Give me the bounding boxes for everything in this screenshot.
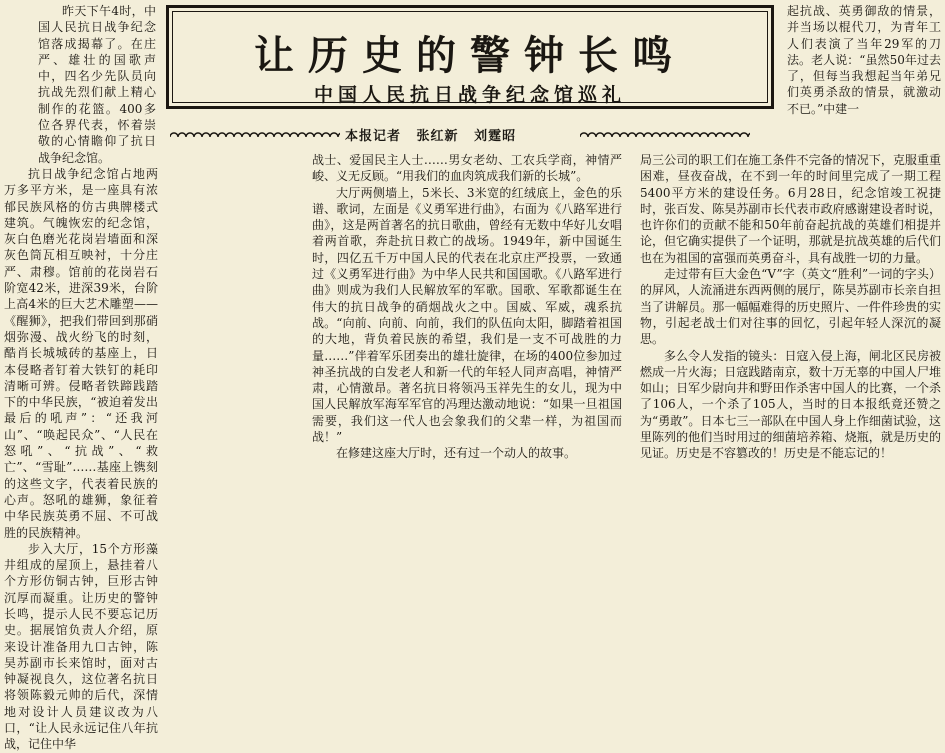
article-column-right	[787, 3, 941, 117]
article-column-mid-right	[640, 152, 941, 462]
body-paragraph: 战士、爱国民主人士……男女老幼、工农兵学商，神情严峻、义无反顾。“用我们的血肉筑成我们新的长城”。	[312, 153, 622, 184]
body-paragraph: 大厅两侧墙上，5米长、3米宽的红绒底上，金色的乐谱、歌词，左面是《义勇军进行曲》，右面为《八路军进行曲》，这是两首著名的抗日歌曲，曾经有无数中华好儿女唱着两首歌，奔赴抗日救亡的战场。1949年，新中国诞生时，四亿五千万中国人民的代表在北京庄严投票，一致通过《义勇军进行曲》为中华人民共和国国歌。《八路军进行曲》则成为我们人民解放军的军歌。国歌、军歌都诞生在伟大的抗日战争的硝烟战火之中。国威、军威，魂系抗战。“向前、向前、向前，我们的队伍向太阳，脚踏着祖国的大地，背负着民族的希望，我们是一支不可战胜的力量……”伴着军乐团奏出的雄壮旋律，在场的400位参加过神圣抗战的白发老人和新一代的年轻人同声高唱，神情严肃，心情激昂。著名抗日将领冯玉祥先生的女儿，现为中国人民解放军海军军官的冯理达激动地说：“如果一旦祖国需要，我们这一代人也会象我们的父辈一样，为祖国而战！”	[312, 185, 622, 445]
decorative-wave-right	[580, 129, 750, 137]
article-column-mid	[312, 152, 622, 462]
decorative-wave-left	[170, 129, 340, 137]
body-paragraph: 多么令人发指的镜头：日寇入侵上海，闸北区民房被燃成一片火海；日寇践踏南京，数十万无辜的中国人尸堆如山；日军少尉向井和野田作杀害中国人的比赛，一个杀了106人，一个杀了105人，当时的日本报纸竟还赞之为“勇敢”。日本七三一部队在中国人身上作细菌试验，这里陈列的他们当时用过的细菌培养箱、烧瓶，就是历史的见证。历史是不容篡改的！历史是不能忘记的！	[640, 348, 941, 461]
body-paragraph: 步入大厅，15个方形藻井组成的屋顶上，悬挂着八个方形仿铜古钟，巨形古钟沉厚而凝重。让历史的警钟长鸣，提示人民不要忘记历史。据展馆负责人介绍，原来设计准备用九口古钟，陈昊苏副市长来馆时，面对古钟凝视良久，这位著名抗日将领陈毅元帅的后代，深情地对设计人员建议改为八口，“让人民永远记住八年抗战，记住中华	[4, 541, 158, 752]
byline	[345, 125, 526, 144]
headline-subtitle: 中国人民抗日战争纪念馆巡礼	[313, 84, 626, 106]
headline-title: 让历史的警钟长鸣	[254, 32, 686, 79]
article-column-left	[4, 3, 158, 753]
reporter-label: 本报记者	[345, 129, 402, 144]
body-paragraph: 走过带有巨大金色“V”字（英文“胜利”一词的字头）的屏风，人流涌进东西两侧的展厅，陈昊苏副市长亲自担当了讲解员。那一幅幅难得的历史照片、一件件珍贵的实物，引起老战士们对往事的回忆，引起年轻人深沉的凝思。	[640, 267, 941, 347]
body-paragraph: 在修建这座大厅时，还有过一个动人的故事。	[336, 446, 577, 461]
author-name: 刘霆昭	[474, 129, 517, 144]
headline-box	[166, 5, 774, 109]
body-paragraph: 抗日战争纪念馆占地两万多平方米，是一座具有浓郁民族风格的仿古典牌楼式建筑。气魄恢宏的纪念馆，灰白色磨光花岗岩墙面和深灰色筒瓦相互映衬，十分庄严、肃穆。馆前的花岗岩石阶宽42米，进深39米，台阶上高4米的巨大艺术雕塑——《醒狮》，把我们带回到那硝烟弥漫、战火纷飞的时刻，酷肖长城城砖的基座上，日本侵略者钉着大铁钉的耗印清晰可辨。侵略者铁蹄践踏下的中华民族，“被迫着发出最后的吼声”：“还我河山”、“唤起民众”、“人民在怒吼”、“抗战”、“救亡”、“雪耻”……基座上镌刻的这些文字，代表着民族的心声。怒吼的雄狮，象征着中华民族英勇不屈、不可战胜的民族精神。	[4, 166, 158, 540]
body-paragraph: 起抗战、英勇御敌的情景，并当场以棍代刀，为青年工人们表演了当年29军的刀法。老人说：“虽然50年过去了，但每当我想起当年弟兄们英勇杀敌的情景，就激动不已。”中建一	[787, 4, 941, 116]
body-paragraph: 局三公司的职工们在施工条件不完备的情况下，克服重重困难，昼夜奋战，在不到一年的时间里完成了一期工程5400平方米的建设任务。6月28日，纪念馆竣工祝捷时，张百发、陈昊苏副市长代表市政府感谢建设者时说，也许你们的贡献不能和50年前奋起抗战的英雄们相提并论，但它确实提供了一个证明，那就是抗战英雄的后代们也在为祖国的富强而英勇奋斗，具有战胜一切的力量。	[640, 153, 941, 265]
author-name: 张红新	[416, 129, 459, 144]
lead-paragraph: 昨天下午4时，中国人民抗日战争纪念馆落成揭幕了。在庄严、雄壮的国歌声中，四名少先队员向抗战先烈们献上精心制作的花篮。400多位各界代表，怀着崇敬的心情瞻仰了抗日战争纪念馆。	[38, 4, 156, 165]
